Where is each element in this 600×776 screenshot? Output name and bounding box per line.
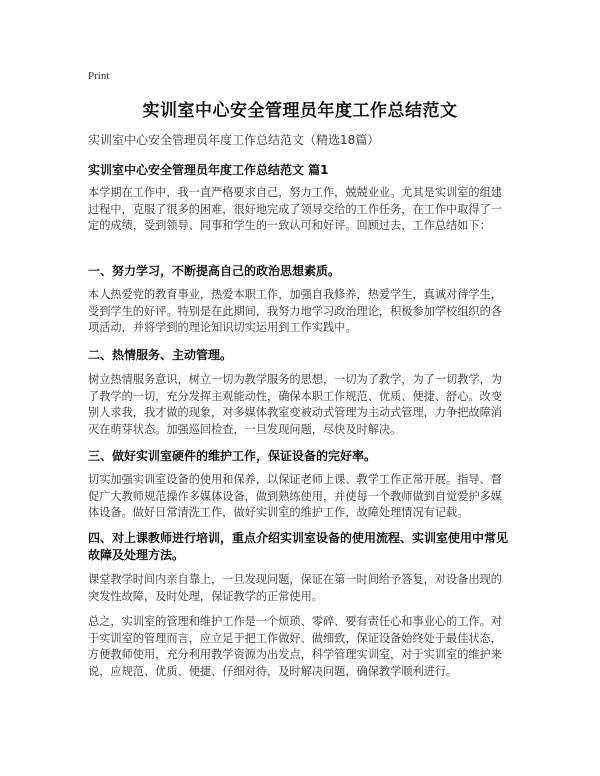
section-text-4: 课堂教学时间内亲自靠上，一旦发现问题，保证在第一时间给予答复，对设备出现的突发性故障，及时处理，保证教学的正常使用。 [88,573,502,603]
section-heading-2: 二、热情服务、主动管理。 [88,348,233,362]
print-link[interactable]: Print [88,70,110,82]
section-text-2: 树立热情服务意识，树立一切为教学服务的思想，一切为了教学，为了一切教学，为了教学的一切，充分发挥主观能动性，确保本职工作规范、优质、便捷、舒心。改变别人求我，我才做的现象，对多媒体教室变被动式管理为主动式管理，力争把故障消灭在萌芽状态。加强巡回检查，一旦发现问题，尽快及时解决。 [88,373,502,436]
conclusion-paragraph: 总之，实训室的管理和维护工作是一个烦琐、零碎、要有责任心和事业心的工作。对于实训室的管理而言，应立足于把工作做好、做细致，保证设备始终处于最佳状态，方便教师使用，充分利用教学资源为出发点，科学管理实训室，对于实训室的维护来说，应规范、优质、便捷、仔细对待，及时解决问题，确保教学顺利进行。 [88,615,502,678]
section-text-3: 切实加强实训室设备的使用和保养，以保证老师上课、教学工作正常开展。指导、督促广大教师规范操作多媒体设备，做到熟练使用，并使每一个教师做到自觉爱护多媒体设备。做好日常清洗工作，做好实训室的维护工作，故障处理情况有记载。 [88,473,502,519]
page-title: 实训室中心安全管理员年度工作总结范文 [142,101,458,121]
intro-paragraph: 本学期在工作中，我一直严格要求自己，努力工作，兢兢业业。尤其是实训室的组建过程中，克服了很多的困难，很好地完成了领导交给的工作任务，在工作中取得了一定的成绩，受到领导、同事和学生的一致认可和好评。回顾过去，工作总结如下： [88,186,502,232]
section-heading-1: 一、努力学习，不断提高自己的政治思想素质。 [88,264,341,278]
subtitle: 实训室中心安全管理员年度工作总结范文（精选18篇） [88,133,380,147]
section-heading-3: 三、做好实训室硬件的维护工作，保证设备的完好率。 [88,449,377,463]
section-heading-4: 四、对上课教师进行培训，重点介绍实训室设备的使用流程、实训室使用中常见故障及处理方法。 [88,531,509,562]
section-text-1: 本人热爱党的教育事业，热爱本职工作，加强自我修养，热爱学生，真诚对待学生，受到学生的好评。特别是在此期间，我努力地学习政治理论，积极参加学校组织的各项活动，并将学到的理论知识切实运用到工作实践中。 [88,288,502,334]
article-heading: 实训室中心安全管理员年度工作总结范文 篇1 [88,163,329,177]
